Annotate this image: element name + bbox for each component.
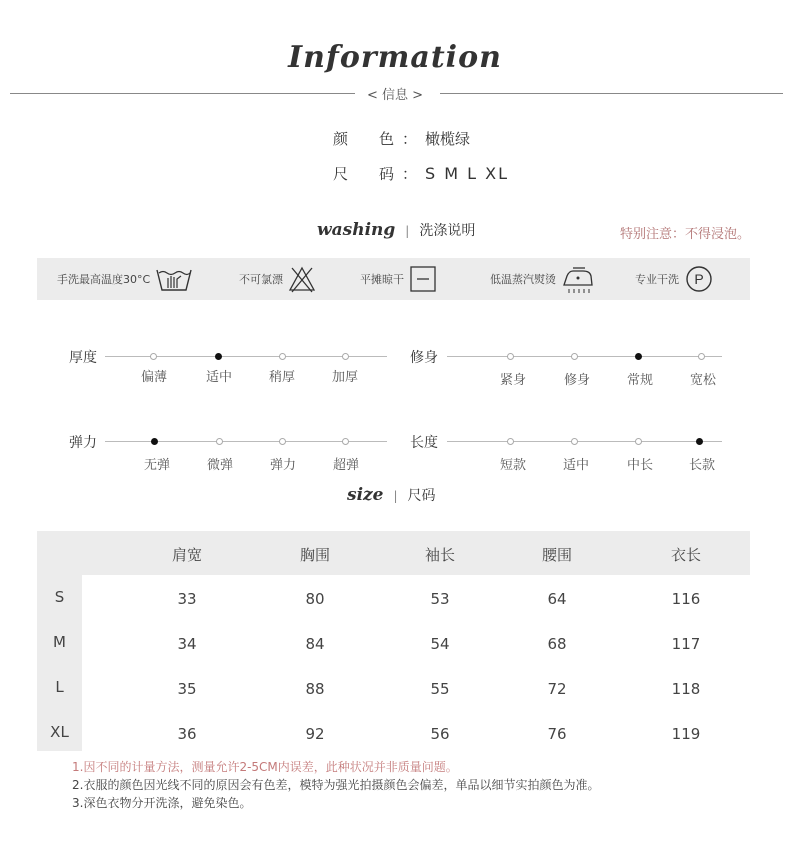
table-cell: 35 bbox=[177, 680, 197, 698]
scale-option: 短款 bbox=[499, 458, 526, 473]
scale-dot-selected bbox=[635, 353, 642, 360]
washing-instructions-bar bbox=[37, 258, 750, 300]
table-cell: 33 bbox=[177, 590, 197, 608]
scale-dot bbox=[571, 438, 578, 445]
wash-item-low-iron bbox=[490, 258, 595, 300]
scale-dot-selected bbox=[215, 353, 222, 360]
table-row-size: M bbox=[53, 633, 66, 651]
scale-dot bbox=[279, 353, 286, 360]
washing-sep: | bbox=[405, 224, 410, 238]
scale-label-thickness: 厚度 bbox=[69, 350, 97, 366]
size-label: 尺 码： bbox=[333, 165, 426, 183]
size-title-en: size bbox=[347, 485, 384, 505]
scale-option: 无弹 bbox=[143, 458, 170, 473]
footnote-2: 2.衣服的颜色因光线不同的原因会有色差，模特为强光拍摄颜色会偏差，单品以细节实拍颜色为准。 bbox=[72, 778, 600, 792]
table-cell: 88 bbox=[305, 680, 325, 698]
table-cell: 34 bbox=[177, 635, 197, 653]
table-header-length: 衣长 bbox=[670, 546, 701, 564]
scale-label-length: 长度 bbox=[410, 435, 438, 451]
table-header-sleeve: 袖长 bbox=[424, 546, 455, 564]
table-cell: 119 bbox=[671, 725, 701, 743]
table-cell: 55 bbox=[430, 680, 450, 698]
scale-dot bbox=[571, 353, 578, 360]
scale-label-fit: 修身 bbox=[410, 350, 438, 366]
scale-option: 微弹 bbox=[206, 458, 233, 473]
table-row-size: S bbox=[54, 588, 65, 606]
table-cell: 92 bbox=[305, 725, 325, 743]
size-title-cn: 尺码 bbox=[407, 488, 436, 504]
wash-item-label: 低温蒸汽熨烫 bbox=[490, 273, 556, 286]
scale-dot bbox=[342, 353, 349, 360]
table-header-shoulder: 肩宽 bbox=[171, 546, 202, 564]
table-row-size: XL bbox=[50, 723, 69, 741]
table-cell: 68 bbox=[547, 635, 567, 653]
scale-line bbox=[447, 441, 722, 442]
color-attribute bbox=[333, 128, 470, 149]
table-header-waist: 腰围 bbox=[541, 546, 572, 564]
scale-dot-selected bbox=[696, 438, 703, 445]
scale-dot bbox=[507, 353, 514, 360]
scale-dot bbox=[216, 438, 223, 445]
scale-dot bbox=[635, 438, 642, 445]
scale-option: 超弹 bbox=[332, 458, 359, 473]
table-cell: 84 bbox=[305, 635, 325, 653]
no-bleach-icon bbox=[288, 265, 316, 293]
wash-item-label: 平摊晾干 bbox=[360, 273, 404, 286]
size-value: S M L XL bbox=[425, 164, 510, 183]
scale-dot bbox=[698, 353, 705, 360]
size-heading bbox=[347, 485, 436, 505]
scale-dot bbox=[507, 438, 514, 445]
table-cell: 36 bbox=[177, 725, 197, 743]
scale-option: 适中 bbox=[205, 370, 232, 385]
page-subtitle: < 信息 > bbox=[366, 88, 424, 103]
scale-option: 紧身 bbox=[499, 373, 526, 388]
table-cell: 117 bbox=[671, 635, 701, 653]
wash-item-label: 专业干洗 bbox=[635, 273, 679, 286]
scale-option: 适中 bbox=[562, 458, 589, 473]
size-attribute bbox=[333, 163, 509, 184]
scale-option: 常规 bbox=[626, 373, 653, 388]
footnote-3: 3.深色衣物分开洗涤，避免染色。 bbox=[72, 796, 252, 810]
table-cell: 64 bbox=[547, 590, 567, 608]
scale-option: 宽松 bbox=[689, 373, 716, 388]
washing-title-cn: 洗涤说明 bbox=[419, 223, 476, 239]
wash-item-no-bleach bbox=[239, 258, 316, 300]
scale-option: 偏薄 bbox=[140, 370, 167, 385]
dry-clean-icon bbox=[684, 264, 714, 294]
wash-item-label: 不可氯漂 bbox=[239, 273, 283, 286]
footnote-1: 1.因不同的计量方法，测量允许2-5CM内误差，此种状况并非质量问题。 bbox=[72, 760, 458, 774]
table-cell: 118 bbox=[671, 680, 701, 698]
scale-line bbox=[447, 356, 722, 357]
color-label: 颜 色： bbox=[333, 130, 426, 148]
table-cell: 53 bbox=[430, 590, 450, 608]
special-note: 特别注意：不得浸泡。 bbox=[620, 227, 751, 242]
table-cell: 56 bbox=[430, 725, 450, 743]
low-iron-icon bbox=[561, 264, 595, 294]
wash-item-label: 手洗最高温度30°C bbox=[57, 273, 151, 286]
washing-title-en: washing bbox=[317, 220, 396, 240]
scale-option: 长款 bbox=[688, 458, 715, 473]
scale-dot bbox=[150, 353, 157, 360]
svg-text:P: P bbox=[694, 271, 704, 287]
scale-label-elasticity: 弹力 bbox=[69, 435, 97, 451]
table-cell: 72 bbox=[547, 680, 567, 698]
scale-dot-selected bbox=[151, 438, 158, 445]
table-cell: 116 bbox=[671, 590, 701, 608]
table-cell: 76 bbox=[547, 725, 567, 743]
washing-heading bbox=[317, 220, 475, 240]
table-cell: 54 bbox=[430, 635, 450, 653]
color-value: 橄榄绿 bbox=[425, 130, 471, 148]
scale-option: 弹力 bbox=[269, 458, 296, 473]
page-title: Information bbox=[288, 40, 502, 75]
scale-option: 稍厚 bbox=[268, 370, 295, 385]
hand-wash-icon bbox=[155, 264, 193, 294]
wash-item-dry-clean bbox=[635, 258, 714, 300]
table-header-chest: 胸围 bbox=[299, 546, 330, 564]
scale-option: 修身 bbox=[563, 373, 590, 388]
scale-option: 中长 bbox=[626, 458, 653, 473]
size-sep: | bbox=[393, 489, 398, 503]
scale-option: 加厚 bbox=[331, 370, 358, 385]
table-row-size: L bbox=[55, 678, 64, 696]
scale-dot bbox=[279, 438, 286, 445]
scale-dot bbox=[342, 438, 349, 445]
wash-item-hand-wash bbox=[57, 258, 193, 300]
wash-item-dry-flat bbox=[360, 258, 437, 300]
table-cell: 80 bbox=[305, 590, 325, 608]
dry-flat-icon bbox=[409, 265, 437, 293]
